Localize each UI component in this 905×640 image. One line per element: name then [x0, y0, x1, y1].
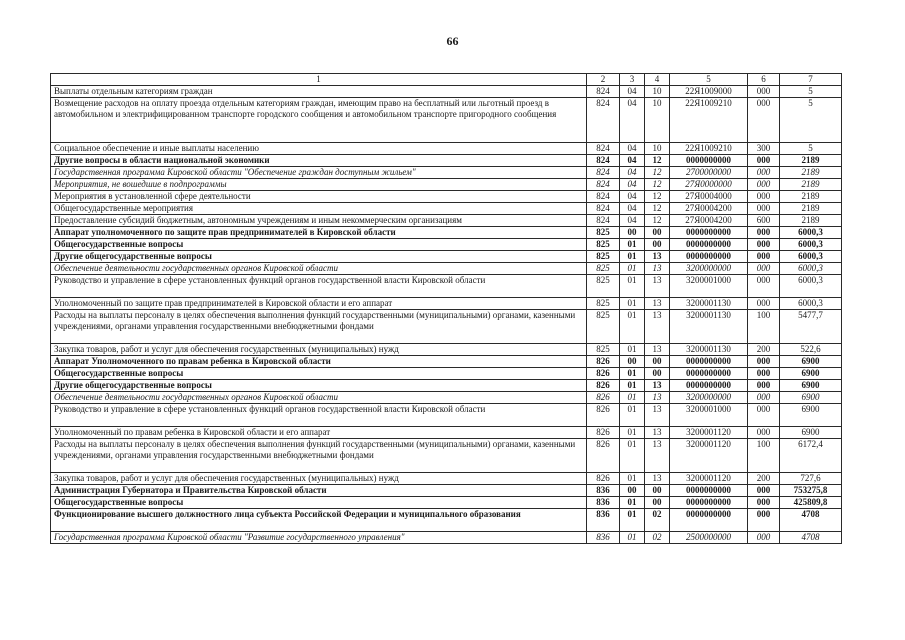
row-expense-type: 000	[748, 155, 780, 167]
row-section: 04	[620, 143, 645, 155]
column-header: 6	[748, 74, 780, 86]
row-gov-code: 824	[587, 155, 620, 167]
row-section: 04	[620, 215, 645, 227]
row-expense-type: 000	[748, 509, 780, 532]
row-gov-code: 826	[587, 356, 620, 368]
row-subsection: 12	[645, 191, 670, 203]
row-amount: 727,6	[780, 473, 842, 485]
row-amount: 6900	[780, 392, 842, 404]
row-gov-code: 824	[587, 179, 620, 191]
row-section: 01	[620, 427, 645, 439]
row-name: Общегосударственные вопросы	[51, 497, 587, 509]
row-gov-code: 826	[587, 427, 620, 439]
table-row	[51, 98, 842, 143]
row-amount: 2189	[780, 215, 842, 227]
row-subsection: 13	[645, 380, 670, 392]
table-header-row	[51, 74, 842, 86]
row-gov-code: 825	[587, 344, 620, 356]
row-section: 01	[620, 497, 645, 509]
row-section: 04	[620, 191, 645, 203]
table-row	[51, 392, 842, 404]
row-expense-type: 200	[748, 344, 780, 356]
row-gov-code: 826	[587, 368, 620, 380]
table-row	[51, 239, 842, 251]
row-target-article: 27Я0004000	[670, 191, 748, 203]
row-section: 00	[620, 227, 645, 239]
row-section: 04	[620, 179, 645, 191]
row-gov-code: 825	[587, 227, 620, 239]
row-gov-code: 836	[587, 532, 620, 544]
table-row	[51, 203, 842, 215]
row-amount: 6900	[780, 356, 842, 368]
row-subsection: 13	[645, 298, 670, 310]
row-subsection: 13	[645, 392, 670, 404]
column-header: 4	[645, 74, 670, 86]
row-subsection: 10	[645, 98, 670, 143]
row-gov-code: 825	[587, 263, 620, 275]
row-target-article: 0000000000	[670, 368, 748, 380]
row-target-article: 0000000000	[670, 509, 748, 532]
row-gov-code: 826	[587, 473, 620, 485]
row-amount: 6000,3	[780, 298, 842, 310]
table-row	[51, 368, 842, 380]
row-section: 01	[620, 368, 645, 380]
row-target-article: 0000000000	[670, 356, 748, 368]
row-name: Другие вопросы в области национальной экономики	[51, 155, 587, 167]
row-name: Социальное обеспечение и иные выплаты населению	[51, 143, 587, 155]
table-row	[51, 380, 842, 392]
row-amount: 6900	[780, 368, 842, 380]
row-target-article: 3200001120	[670, 439, 748, 473]
column-header: 2	[587, 74, 620, 86]
row-name: Аппарат Уполномоченного по правам ребенка в Кировской области	[51, 356, 587, 368]
row-expense-type: 000	[748, 532, 780, 544]
table-row	[51, 485, 842, 497]
row-subsection: 00	[645, 356, 670, 368]
row-target-article: 27Я0004200	[670, 215, 748, 227]
table-row	[51, 86, 842, 98]
row-subsection: 13	[645, 310, 670, 344]
row-subsection: 02	[645, 509, 670, 532]
row-name: Уполномоченный по защите прав предпринимателей в Кировской области и его аппарат	[51, 298, 587, 310]
row-amount: 5	[780, 143, 842, 155]
row-gov-code: 825	[587, 298, 620, 310]
row-expense-type: 000	[748, 227, 780, 239]
row-target-article: 0000000000	[670, 251, 748, 263]
table-row	[51, 509, 842, 532]
row-expense-type: 000	[748, 263, 780, 275]
row-section: 01	[620, 473, 645, 485]
row-target-article: 0000000000	[670, 497, 748, 509]
row-subsection: 10	[645, 86, 670, 98]
row-subsection: 00	[645, 227, 670, 239]
row-amount: 753275,8	[780, 485, 842, 497]
row-section: 04	[620, 98, 645, 143]
row-section: 01	[620, 439, 645, 473]
row-amount: 5477,7	[780, 310, 842, 344]
row-expense-type: 000	[748, 404, 780, 427]
row-section: 01	[620, 263, 645, 275]
row-expense-type: 000	[748, 368, 780, 380]
row-amount: 2189	[780, 179, 842, 191]
row-target-article: 22Я1009000	[670, 86, 748, 98]
row-expense-type: 000	[748, 98, 780, 143]
row-subsection: 00	[645, 497, 670, 509]
row-expense-type: 000	[748, 356, 780, 368]
row-name: Закупка товаров, работ и услуг для обеспечения государственных (муниципальных) нужд	[51, 473, 587, 485]
row-name: Общегосударственные вопросы	[51, 239, 587, 251]
row-gov-code: 824	[587, 143, 620, 155]
row-gov-code: 825	[587, 239, 620, 251]
row-subsection: 00	[645, 368, 670, 380]
row-expense-type: 000	[748, 485, 780, 497]
row-subsection: 12	[645, 167, 670, 179]
row-name: Общегосударственные мероприятия	[51, 203, 587, 215]
row-amount: 2189	[780, 155, 842, 167]
row-name: Другие общегосударственные вопросы	[51, 251, 587, 263]
row-target-article: 3200001000	[670, 404, 748, 427]
row-gov-code: 825	[587, 310, 620, 344]
row-name: Руководство и управление в сфере установленных функций органов государственной власти Кировской области	[51, 404, 587, 427]
row-target-article: 27Я0000000	[670, 179, 748, 191]
row-expense-type: 000	[748, 191, 780, 203]
table-row	[51, 155, 842, 167]
row-subsection: 02	[645, 532, 670, 544]
row-amount: 5	[780, 86, 842, 98]
row-target-article: 3200001130	[670, 310, 748, 344]
row-name: Администрация Губернатора и Правительства Кировской области	[51, 485, 587, 497]
row-name: Обеспечение деятельности государственных органов Кировской области	[51, 263, 587, 275]
row-gov-code: 836	[587, 497, 620, 509]
row-subsection: 13	[645, 263, 670, 275]
table-row	[51, 191, 842, 203]
row-amount: 6900	[780, 380, 842, 392]
row-expense-type: 100	[748, 439, 780, 473]
row-amount: 4708	[780, 532, 842, 544]
row-section: 01	[620, 275, 645, 298]
table-row	[51, 263, 842, 275]
row-expense-type: 000	[748, 86, 780, 98]
row-name: Общегосударственные вопросы	[51, 368, 587, 380]
row-section: 01	[620, 404, 645, 427]
row-expense-type: 000	[748, 275, 780, 298]
row-section: 01	[620, 392, 645, 404]
row-gov-code: 836	[587, 509, 620, 532]
row-target-article: 2700000000	[670, 167, 748, 179]
row-section: 00	[620, 356, 645, 368]
table-row	[51, 179, 842, 191]
row-gov-code: 824	[587, 191, 620, 203]
row-gov-code: 824	[587, 215, 620, 227]
row-expense-type: 000	[748, 298, 780, 310]
row-target-article: 0000000000	[670, 155, 748, 167]
row-name: Государственная программа Кировской области "Обеспечение граждан доступным жильем"	[51, 167, 587, 179]
row-section: 01	[620, 251, 645, 263]
row-gov-code: 826	[587, 392, 620, 404]
row-section: 01	[620, 509, 645, 532]
row-name: Государственная программа Кировской области "Развитие государственного управления"	[51, 532, 587, 544]
row-subsection: 10	[645, 143, 670, 155]
row-amount: 6000,3	[780, 275, 842, 298]
row-name: Расходы на выплаты персоналу в целях обеспечения выполнения функций государственными (муниципальными) органами, казенными учреждениями, органами управления государственными внебюджетными фондами	[51, 439, 587, 473]
row-subsection: 12	[645, 203, 670, 215]
table-row	[51, 227, 842, 239]
column-header: 7	[780, 74, 842, 86]
row-expense-type: 600	[748, 215, 780, 227]
row-amount: 5	[780, 98, 842, 143]
row-name: Мероприятия в установленной сфере деятельности	[51, 191, 587, 203]
row-section: 04	[620, 203, 645, 215]
row-target-article: 0000000000	[670, 485, 748, 497]
table-row	[51, 532, 842, 544]
row-subsection: 12	[645, 179, 670, 191]
row-name: Аппарат уполномоченного по защите прав предпринимателей в Кировской области	[51, 227, 587, 239]
table-row	[51, 473, 842, 485]
row-target-article: 3200001120	[670, 473, 748, 485]
table-row	[51, 167, 842, 179]
row-expense-type: 000	[748, 251, 780, 263]
row-amount: 6000,3	[780, 227, 842, 239]
row-amount: 6900	[780, 404, 842, 427]
column-header: 3	[620, 74, 645, 86]
row-amount: 6900	[780, 427, 842, 439]
row-name: Расходы на выплаты персоналу в целях обеспечения выполнения функций государственными (муниципальными) органами, казенными учреждениями, органами управления государственными внебюджетными фондами	[51, 310, 587, 344]
row-name: Выплаты отдельным категориям граждан	[51, 86, 587, 98]
row-expense-type: 000	[748, 392, 780, 404]
row-expense-type: 000	[748, 239, 780, 251]
column-header: 5	[670, 74, 748, 86]
row-name: Закупка товаров, работ и услуг для обеспечения государственных (муниципальных) нужд	[51, 344, 587, 356]
row-subsection: 00	[645, 239, 670, 251]
row-gov-code: 825	[587, 251, 620, 263]
budget-table	[50, 73, 842, 544]
row-name: Обеспечение деятельности государственных органов Кировской области	[51, 392, 587, 404]
row-subsection: 13	[645, 473, 670, 485]
row-target-article: 22Я1009210	[670, 98, 748, 143]
row-expense-type: 100	[748, 310, 780, 344]
row-section: 01	[620, 532, 645, 544]
table-row	[51, 439, 842, 473]
row-gov-code: 824	[587, 203, 620, 215]
row-target-article: 3200001120	[670, 427, 748, 439]
row-expense-type: 000	[748, 203, 780, 215]
table-row	[51, 215, 842, 227]
row-expense-type: 000	[748, 497, 780, 509]
row-expense-type: 000	[748, 167, 780, 179]
row-section: 01	[620, 344, 645, 356]
row-subsection: 00	[645, 485, 670, 497]
row-section: 04	[620, 155, 645, 167]
table-row	[51, 143, 842, 155]
table-row	[51, 344, 842, 356]
row-gov-code: 836	[587, 485, 620, 497]
row-gov-code: 824	[587, 98, 620, 143]
row-target-article: 0000000000	[670, 239, 748, 251]
row-target-article: 0000000000	[670, 380, 748, 392]
page-number: 66	[446, 34, 459, 48]
row-target-article: 3200000000	[670, 263, 748, 275]
table-row	[51, 404, 842, 427]
row-section: 04	[620, 86, 645, 98]
row-name: Другие общегосударственные вопросы	[51, 380, 587, 392]
row-target-article: 3200001000	[670, 275, 748, 298]
row-expense-type: 200	[748, 473, 780, 485]
row-amount: 2189	[780, 167, 842, 179]
row-target-article: 2500000000	[670, 532, 748, 544]
row-name: Функционирование высшего должностного лица субъекта Российской Федерации и муниципального образования	[51, 509, 587, 532]
row-target-article: 3200001130	[670, 298, 748, 310]
row-amount: 425809,8	[780, 497, 842, 509]
row-gov-code: 826	[587, 439, 620, 473]
row-gov-code: 824	[587, 86, 620, 98]
row-subsection: 13	[645, 275, 670, 298]
row-amount: 2189	[780, 191, 842, 203]
row-amount: 6000,3	[780, 239, 842, 251]
table-row	[51, 497, 842, 509]
row-section: 01	[620, 310, 645, 344]
row-expense-type: 000	[748, 179, 780, 191]
table-row	[51, 298, 842, 310]
row-subsection: 13	[645, 427, 670, 439]
row-subsection: 12	[645, 215, 670, 227]
row-amount: 6000,3	[780, 263, 842, 275]
row-amount: 2189	[780, 203, 842, 215]
row-amount: 4708	[780, 509, 842, 532]
row-subsection: 13	[645, 439, 670, 473]
row-gov-code: 826	[587, 380, 620, 392]
row-amount: 6172,4	[780, 439, 842, 473]
row-subsection: 12	[645, 155, 670, 167]
row-section: 04	[620, 167, 645, 179]
row-section: 01	[620, 380, 645, 392]
table-row	[51, 251, 842, 263]
row-subsection: 13	[645, 404, 670, 427]
table-row	[51, 310, 842, 344]
row-gov-code: 825	[587, 275, 620, 298]
table-row	[51, 356, 842, 368]
row-section: 01	[620, 239, 645, 251]
row-expense-type: 000	[748, 427, 780, 439]
row-target-article: 3200001130	[670, 344, 748, 356]
row-target-article: 27Я0004200	[670, 203, 748, 215]
row-target-article: 3200000000	[670, 392, 748, 404]
row-name: Предоставление субсидий бюджетным, автономным учреждениям и иным некоммерческим организациям	[51, 215, 587, 227]
row-name: Руководство и управление в сфере установленных функций органов государственной власти Кировской области	[51, 275, 587, 298]
row-name: Уполномоченный по правам ребенка в Кировской области и его аппарат	[51, 427, 587, 439]
row-section: 01	[620, 298, 645, 310]
row-subsection: 13	[645, 251, 670, 263]
row-expense-type: 300	[748, 143, 780, 155]
row-target-article: 22Я1009210	[670, 143, 748, 155]
row-target-article: 0000000000	[670, 227, 748, 239]
row-name: Возмещение расходов на оплату проезда отдельным категориям граждан, имеющим право на бесплатный или льготный проезд в автомобильном и электрифицированном транспорте городского сообщения и автомобильном транспорте пригородного сообщения	[51, 98, 587, 143]
row-subsection: 13	[645, 344, 670, 356]
row-expense-type: 000	[748, 380, 780, 392]
row-section: 00	[620, 485, 645, 497]
row-name: Мероприятия, не вошедшие в подпрограммы	[51, 179, 587, 191]
row-amount: 522,6	[780, 344, 842, 356]
table-row	[51, 275, 842, 298]
row-gov-code: 824	[587, 167, 620, 179]
column-header: 1	[51, 74, 587, 86]
row-gov-code: 826	[587, 404, 620, 427]
row-amount: 6000,3	[780, 251, 842, 263]
table-row	[51, 427, 842, 439]
